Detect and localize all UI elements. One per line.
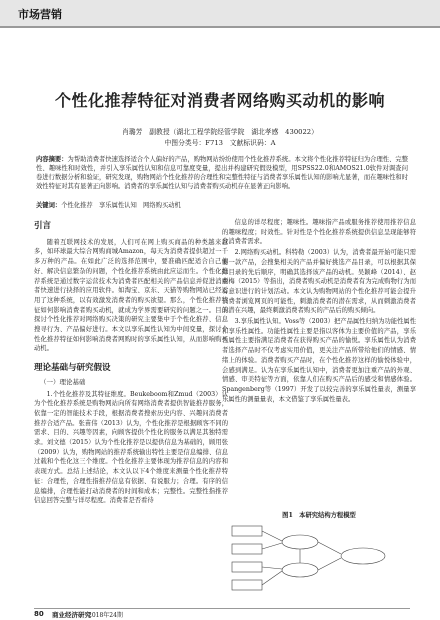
figure-node bbox=[341, 548, 385, 564]
figure-path bbox=[262, 567, 282, 569]
paper-title: 个性化推荐特征对消费者网络购买动机的影响 bbox=[54, 91, 385, 110]
footer-rule bbox=[34, 608, 410, 609]
theory-subheading: （一）理论基础 bbox=[40, 377, 86, 386]
figure-path bbox=[262, 531, 282, 541]
figure-node bbox=[232, 580, 262, 590]
section-header-bar bbox=[0, 0, 440, 26]
figure-caption: 图1 本研究结构方程模型 bbox=[282, 512, 356, 519]
theory-heading: 理论基础与研究假设 bbox=[34, 363, 111, 374]
structural-model-figure bbox=[228, 520, 408, 598]
keywords bbox=[36, 200, 408, 209]
left-column bbox=[34, 218, 228, 507]
figure-node bbox=[282, 535, 318, 549]
figure-node bbox=[282, 563, 318, 577]
figure-path bbox=[262, 543, 282, 549]
abstract-label: 内容摘要： bbox=[36, 156, 68, 163]
issue-label: 2018年24期 bbox=[88, 612, 123, 619]
abstract bbox=[36, 155, 408, 191]
author-byline: 肖璐芳 副教授（湖北工程学院经管学院 湖北孝感 430022） bbox=[122, 128, 318, 136]
figure-path bbox=[318, 558, 341, 570]
body-paragraph: 2.网络购买动机。科特勒（2003）认为，消费者最开始可能只需要一款产品，会搜集相关的产品并偏好挑选产品目录，可以根据其保障目录的先后顺序，明确其选择该产品的动机。吴颖峰（2014）、赵丽梅（2015）等指出，消费者购买动机是消费者有为完成购物行为而有意识进行的计划活动。本文认为购物网站的个性化推荐可能会提升消费者浏览网页的可能性，刺激消费者的潜在需求，从而刺激消费者的潜在兴趣，最终刺激消费者购买的产品后的购买倾向。 bbox=[222, 249, 416, 315]
body-paragraph: 3.享乐属性认知。Voss等（2003）把产品属性归纳为功能性属性和享乐性属性。功能性属性主要是指以客体为主要价值的产品，享乐性属性主要指满足消费者在获得购买产品的愉悦。享乐属性认为消费者选择产品时不仅考虑实用价值，更关注产品所带给他们的情感、情绪上的体验。消费者购买产品时，在个性化推荐这样的愉悦体验中，会感到满足。认为在享乐属性认知中，消费者更加注重产品的外观、情感、审美特征等方面，依靠人们在购买产品后的感受和情感体验。Spangenberg等（1997）开发了以较完善的享乐属性量表，测量享乐属性的测量量表，本文借鉴了享乐属性量表。 bbox=[222, 318, 416, 403]
journal-name: 商业经济研究 bbox=[52, 611, 91, 619]
classification-codes: 中图分类号：F713 文献标识码：A bbox=[164, 139, 276, 147]
theory-paragraph: 1.个性化推荐及其特征维度。Beukeboom和Zmud（2003）认为个性化推荐系统是购物网站向所有网络消费者提供智能推荐服务，依靠一定的智能技术手段，根据消费者搜索历史内容、兴趣问消费者推荐合适产品。张苗伟（2013）认为，个性化推荐是根据顾客不同的需求、目的、兴趣等因素，向顾客提供个性化的服务以满足其独特需求。刘文德（2015）认为个性化推荐是以提供信息为基础的，顾用张（2009）认为，购物网站的推荐系统输出特性主要是信息编排、信息过载和个性化这三个维度。个性化推荐主要体现为推荐信息的内容和表现方式。总结上述结论，本文认以下4个维度来测量个性化推荐特征：合理性，合理性指推荐信息有依据、有说服力；合理。有序的信息编排，合理性能打动消费者的时间和成本；完整性。完整性指推荐信息回答完整与详尽程度。消费者是否看待 bbox=[34, 390, 228, 505]
section-label: 市场营销 bbox=[18, 8, 62, 21]
figure-path bbox=[262, 571, 282, 585]
figure-node bbox=[232, 562, 262, 572]
right-column bbox=[222, 218, 416, 405]
intro-heading: 引言 bbox=[34, 221, 52, 231]
header-rule bbox=[0, 26, 440, 28]
figure-node bbox=[232, 544, 262, 554]
figure-node bbox=[232, 526, 262, 536]
body-paragraph: 信息的详尽程度；趣味性。趣味指产品或服务推荐使用推荐信息的趣味程度；时效性。针对性是个性化推荐系统提供信息呈现能够符合消费者需求。 bbox=[222, 219, 416, 246]
abstract-text: 为帮助消费者快速选择适合个人偏好的产品，购物网站纷纷使用个性化推荐系统。本文将个性化推荐特征归为合理性、完整性、趣味性和时效性，并引入享乐属性认知和信息可靠度变量，提出并构建研究假设模型，用SPSS22.0和AMOS21.0软件对调查问卷进行数据分析和验证，研究发现，购物网站个性化推荐的合理性和完整性特征与消费者享乐属性认知的影响尤显著，而在趣味性和时效性特征对其有显著正向影响。消费者的享乐属性认知与消费者购买动机存在显著正向影响。 bbox=[36, 156, 409, 191]
page-number: 80 bbox=[34, 610, 44, 618]
figure-path bbox=[318, 542, 341, 554]
keywords-label: 关键词： bbox=[36, 202, 62, 209]
keywords-text: 个性化推荐 享乐属性认知 网络购买动机 bbox=[61, 202, 181, 209]
intro-paragraph: 随着互联网技术的发展，人们可在网上购买商品的种类越来越多，如环球最大综合网购商城Amazon，每天为消费者提供超过一千多万种的产品。在如此广泛的选择范围中，要准确匹配适合自己偏好、解决信息繁杂的问题，个性化推荐系统由此应运而生。个性化推荐系统是通过数字运营技术为消费者匹配相关的产品信息并促进消费者快速进行抉择的应用软件。如淘宝、京东、天猫等购物网站已经运用了这种系统，以有效激发消费者的购买欲望。那么，个性化推荐特征如何影响消费者购买动机，就成为学界需要研究的问题之一。目前探讨个性化推荐对网络购买决策的研究主要集中于个性化推荐、信息搜寻行为、产品偏好进行。本文以享乐属性认知为中间变量，探讨个性化推荐特征如何影响消费者网购时的享乐属性认知，从而影响购买动机。 bbox=[34, 238, 228, 353]
